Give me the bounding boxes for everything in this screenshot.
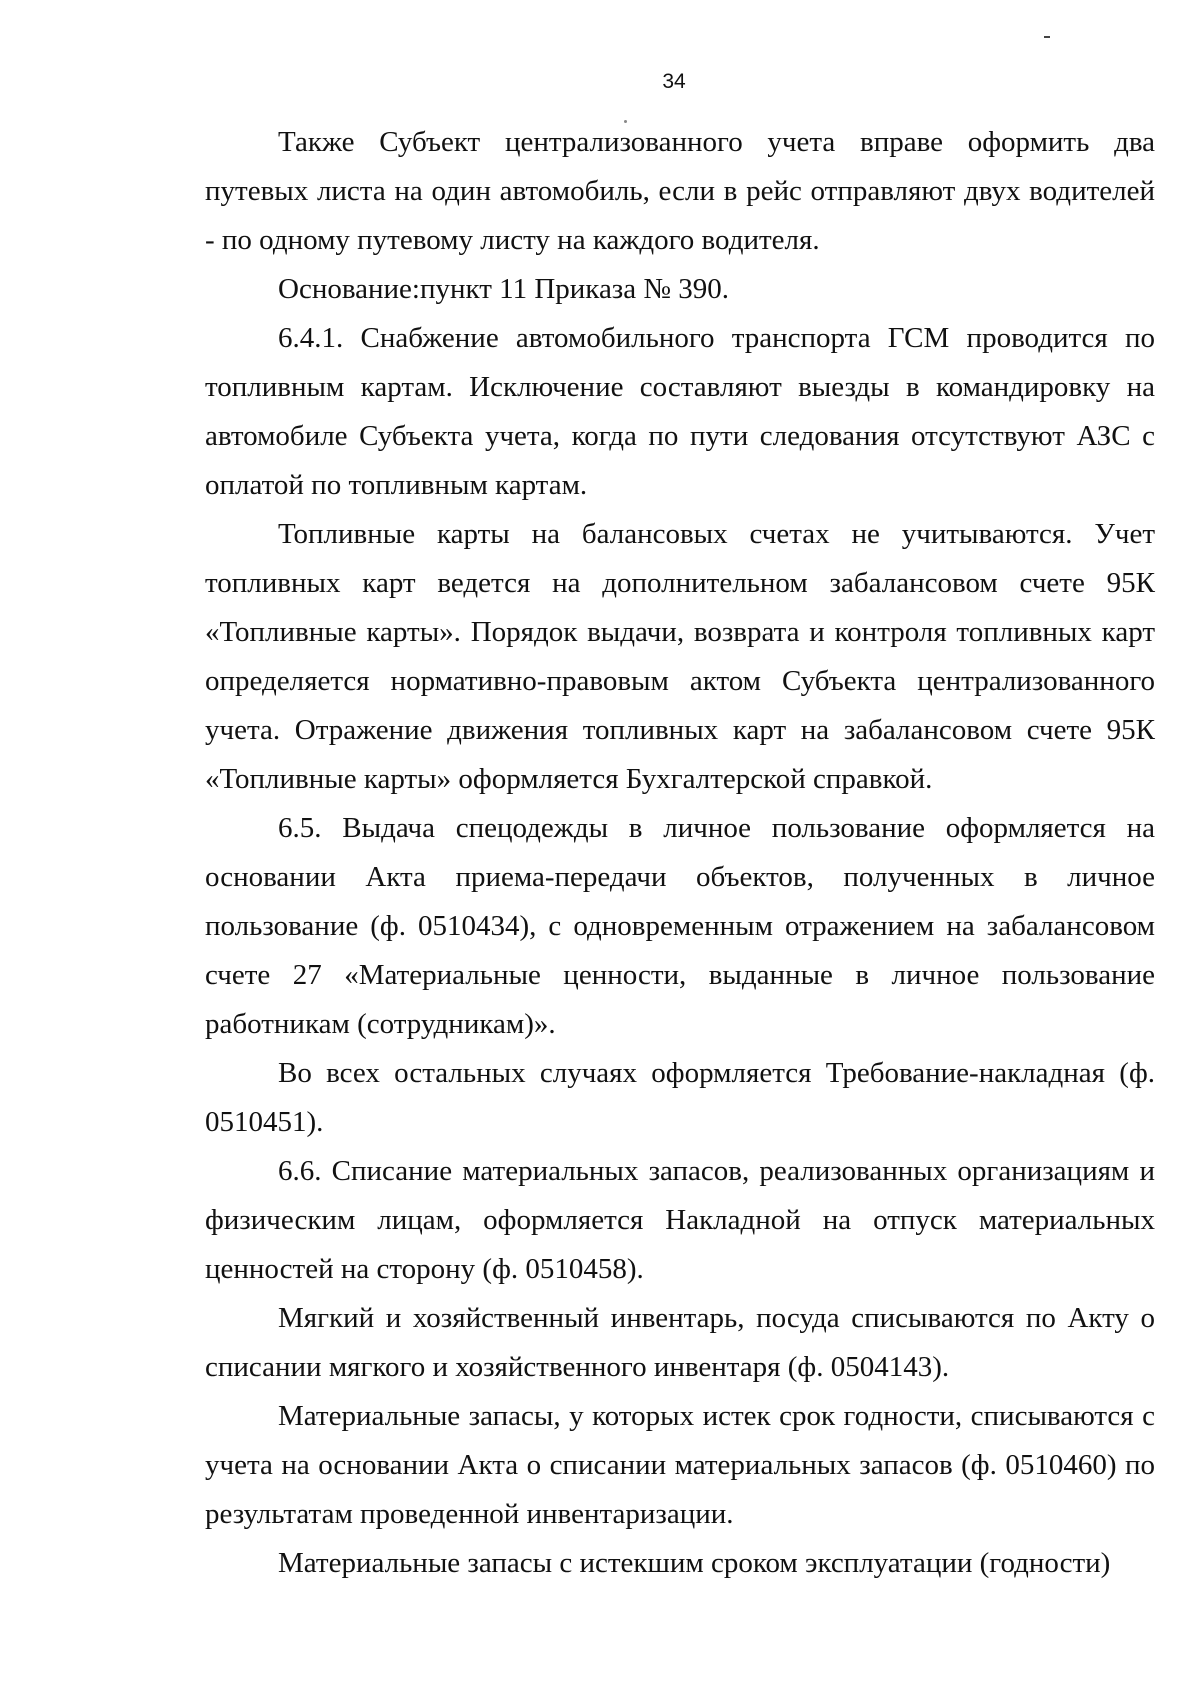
scan-speck <box>1044 36 1050 38</box>
paragraph-waybills: Также Субъект централизованного учета вправе оформить два путевых листа на один автомобиль, если в рейс отправляют двух водителей - по одному путевому листу на каждого водителя. <box>205 126 1155 256</box>
paragraph-expired-materials: Материальные запасы, у которых истек срок годности, списываются с учета на основании Акта о списании материальных запасов (ф. 0510460) по результатам проведенной инвентаризации. <box>205 1400 1155 1530</box>
paragraph-6-4-1: 6.4.1. Снабжение автомобильного транспорта ГСМ проводится по топливным картам. Исключение составляют выезды в командировку на автомобиле Субъекта учета, когда по пути следования отсутствуют АЗС с оплатой по топливным картам. <box>205 322 1155 501</box>
paragraph-soft-inventory: Мягкий и хозяйственный инвентарь, посуда списываются по Акту о списании мягкого и хозяйственного инвентаря (ф. 0504143). <box>205 1302 1155 1383</box>
paragraph-6-5: 6.5. Выдача спецодежды в личное пользование оформляется на основании Акта приема-передачи объектов, полученных в личное пользование (ф. 0510434), с одновременным отражением на забалансовом счете 27 «Материальные ценности, выданные в личное пользование работникам (сотрудникам)». <box>205 812 1155 1040</box>
page-number: 34 <box>662 70 686 93</box>
document-body <box>205 118 1155 1588</box>
paragraph-6-6: 6.6. Списание материальных запасов, реализованных организациям и физическим лицам, оформляется Накладной на отпуск материальных ценностей на сторону (ф. 0510458). <box>205 1155 1155 1285</box>
paragraph-expired-operation: Материальные запасы с истекшим сроком эксплуатации (годности) <box>278 1547 1111 1579</box>
paragraph-other-cases: Во всех остальных случаях оформляется Требование-накладная (ф. 0510451). <box>205 1057 1155 1138</box>
paragraph-basis: Основание:пункт 11 Приказа № 390. <box>278 273 730 305</box>
paragraph-fuel-cards: Топливные карты на балансовых счетах не учитываются. Учет топливных карт ведется на дополнительном забалансовом счете 95К «Топливные карты». Порядок выдачи, возврата и контроля топливных карт определяется нормативно-правовым актом Субъекта централизованного учета. Отражение движения топливных карт на забалансовом счете 95К «Топливные карты» оформляется Бухгалтерской справкой. <box>205 518 1155 795</box>
